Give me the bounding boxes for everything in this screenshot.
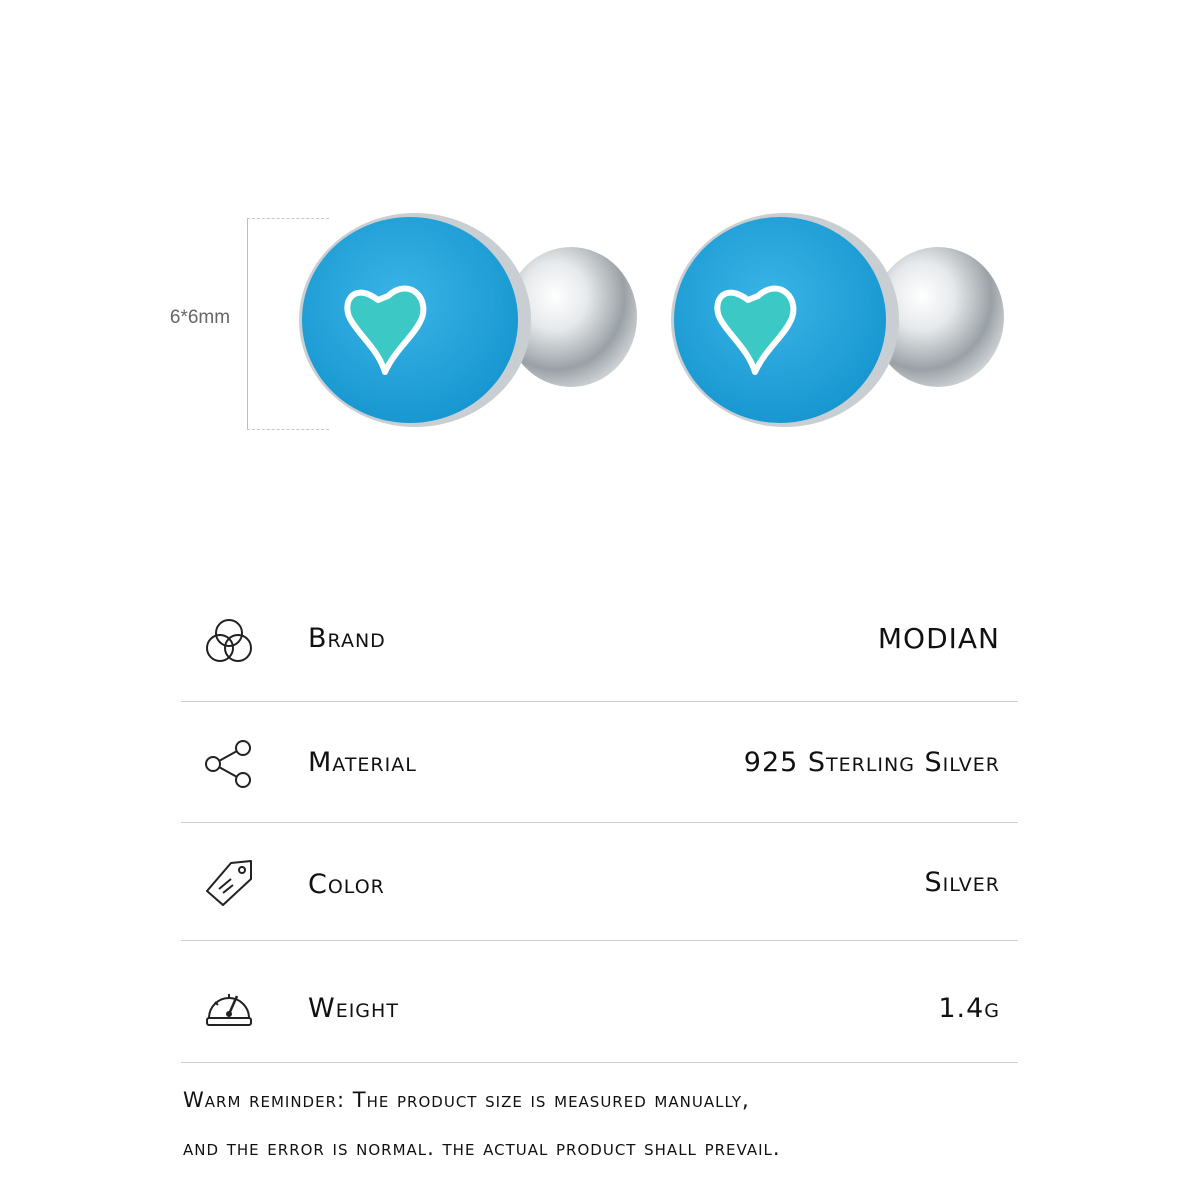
gauge-icon <box>201 978 257 1034</box>
dimension-label: 6*6mm <box>169 307 231 328</box>
spec-label: Material <box>308 747 417 778</box>
reminder-line-1: Warm reminder: The product size is measured manually, <box>183 1088 750 1112</box>
share-icon <box>201 736 257 792</box>
spec-row-brand <box>181 580 1018 702</box>
product-image <box>0 0 1200 560</box>
circles-icon <box>201 613 257 669</box>
spec-label: Weight <box>308 993 399 1024</box>
reminder-line-2: and the error is normal. the actual product shall prevail. <box>183 1136 781 1160</box>
spec-value: 925 Sterling Silver <box>743 747 1000 778</box>
spec-row-weight <box>181 940 1018 1063</box>
spec-label: Brand <box>308 623 386 654</box>
spec-value: Silver <box>924 867 1000 898</box>
earring-right <box>671 213 1004 427</box>
spec-row-color <box>181 822 1018 941</box>
earring-left <box>299 213 637 427</box>
earrings-illustration <box>0 0 1200 560</box>
spec-label: Color <box>308 869 385 900</box>
tag-icon <box>201 855 257 911</box>
spec-row-material <box>181 701 1018 823</box>
spec-value: 1.4g <box>938 993 1000 1024</box>
spec-value: MODIAN <box>877 622 1000 655</box>
